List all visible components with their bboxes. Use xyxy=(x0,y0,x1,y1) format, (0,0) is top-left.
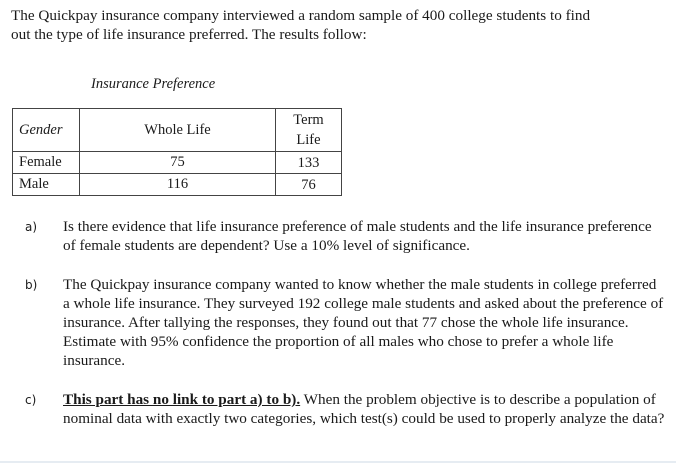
question-c-emphasis: This part has no link to part a) to b). xyxy=(63,391,301,408)
table-row xyxy=(13,174,342,196)
row-male-gender: Male xyxy=(13,174,80,196)
question-c-body xyxy=(63,390,666,428)
question-c-label: c) xyxy=(25,393,37,407)
insurance-preference-table xyxy=(12,108,342,196)
question-b-text: The Quickpay insurance company wanted to know whether the male students in college preferred a whole life insurance. They surveyed 192 college male students and asked about the preference of insurance. After tallying the responses, they found out that 77 chose the whole life insurance. Estimate with 95% confidence the proportion of all males who chose to prefer a whole life insurance. xyxy=(63,276,664,369)
row-female-term-life: 133 xyxy=(276,152,342,174)
table-header-row xyxy=(13,109,342,152)
table-row xyxy=(13,152,342,174)
header-gender: Gender xyxy=(13,109,80,152)
question-b xyxy=(25,275,666,370)
row-female-whole-life: 75 xyxy=(80,152,276,174)
header-whole-life: Whole Life xyxy=(80,109,276,152)
intro-line-2: out the type of life insurance preferred. The results follow: xyxy=(11,26,367,43)
header-term-life xyxy=(276,109,342,152)
intro-line-1: The Quickpay insurance company interviewed a random sample of 400 college students to find xyxy=(11,7,591,24)
row-male-whole-life: 116 xyxy=(80,174,276,196)
row-female-gender: Female xyxy=(13,152,80,174)
question-c xyxy=(25,390,666,428)
header-term-life-line-1: Term xyxy=(293,112,324,128)
question-c-text: When the problem objective is to describe a population of nominal data with exactly two categories, which test(s) could be used to properly analyze the data? xyxy=(63,391,665,427)
question-a xyxy=(25,217,666,255)
question-a-label: a) xyxy=(25,220,38,234)
question-a-text: Is there evidence that life insurance preference of male students and the life insurance preference of female students are dependent? Use a 10% level of significance. xyxy=(63,218,652,254)
intro-paragraph xyxy=(11,6,666,44)
table-caption: Insurance Preference xyxy=(91,76,216,92)
row-male-term-life: 76 xyxy=(276,174,342,196)
header-term-life-line-2: Life xyxy=(296,132,321,148)
question-b-label: b) xyxy=(25,278,38,292)
